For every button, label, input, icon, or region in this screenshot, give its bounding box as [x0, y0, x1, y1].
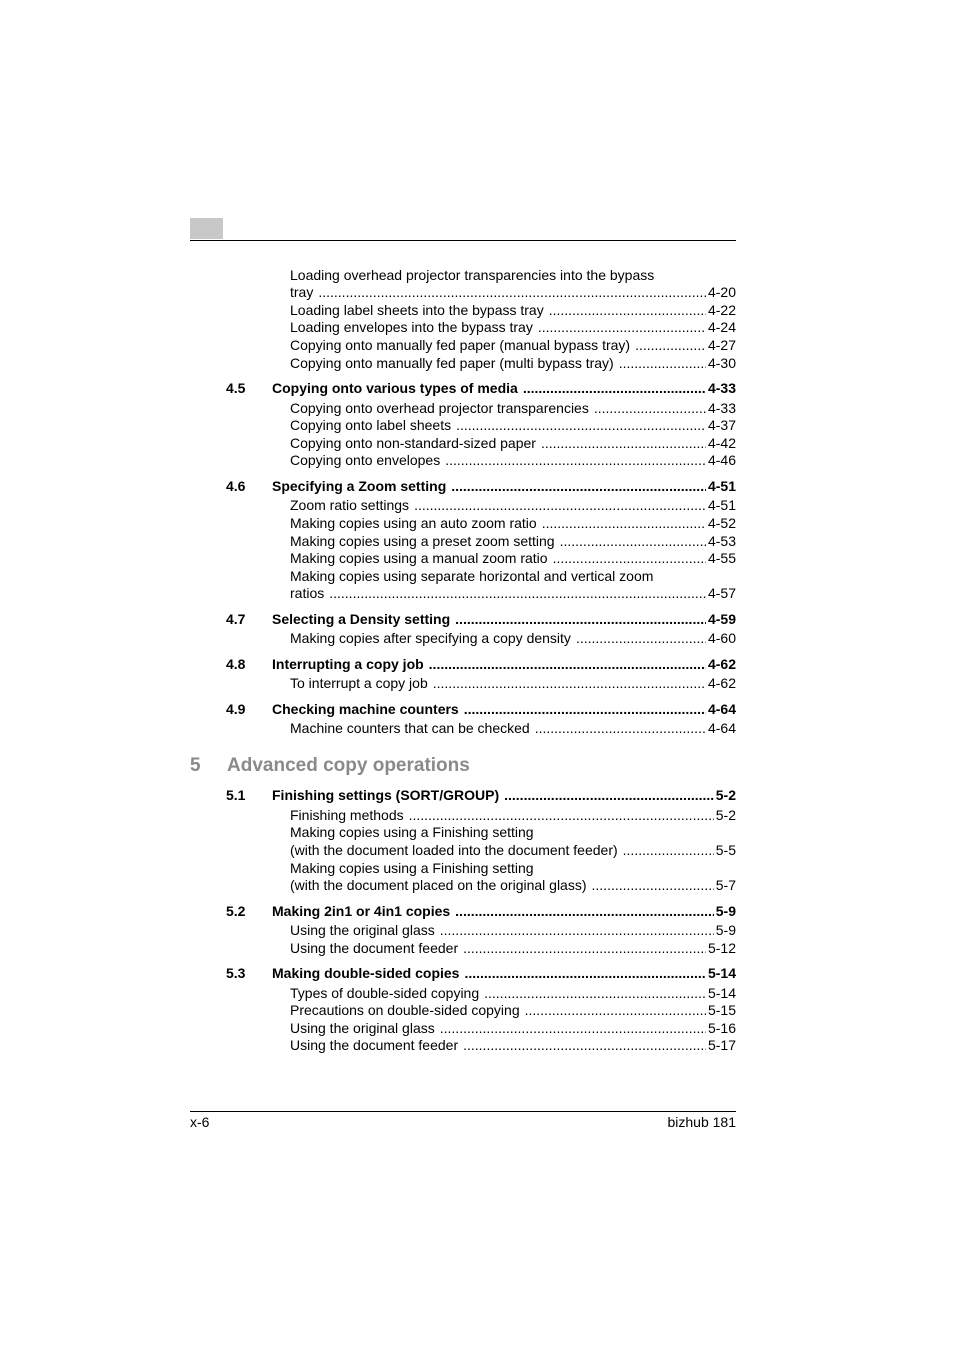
toc-page-number: 5-14 [707, 965, 736, 981]
toc-page-number: 4-46 [707, 452, 736, 468]
toc-page-number: 4-51 [707, 497, 736, 513]
toc-entry[interactable] [290, 877, 736, 894]
toc-entry[interactable] [290, 550, 736, 567]
toc-entry[interactable] [290, 515, 736, 532]
toc-entry[interactable] [290, 355, 736, 372]
toc-page-number: 4-33 [707, 400, 736, 416]
header-rule [190, 240, 736, 241]
toc-entry-title: Making copies after specifying a copy density [290, 630, 571, 646]
toc-section-4-9[interactable] [226, 701, 736, 718]
toc-entry-title: Using the original glass [290, 1020, 435, 1036]
toc-entry[interactable] [290, 630, 736, 647]
header-tab-block [190, 218, 223, 239]
toc-page-number: 4-37 [707, 417, 736, 433]
section-number: 5.3 [226, 965, 246, 981]
toc-entry[interactable] [290, 417, 736, 434]
toc-entry-title: Making copies using a preset zoom setting [290, 533, 555, 549]
section-title: Specifying a Zoom setting [272, 478, 447, 494]
toc-page-number: 4-60 [707, 630, 736, 646]
toc-section-5-1[interactable] [226, 787, 736, 804]
toc-entry-title: Zoom ratio settings [290, 497, 410, 513]
toc-entry-title: Using the document feeder [290, 940, 459, 956]
toc-entry[interactable] [290, 1020, 736, 1037]
toc-entry-title: Copying onto non-standard-sized paper [290, 435, 536, 451]
footer-page-number: x-6 [190, 1114, 210, 1130]
toc-entry-title: Machine counters that can be checked [290, 720, 530, 736]
toc-entry-title: (with the document placed on the original glass) [290, 877, 587, 893]
toc-entry[interactable] [290, 400, 736, 417]
toc-page-number: 5-2 [715, 807, 736, 823]
toc-section-5-2[interactable] [226, 903, 736, 920]
toc-entry-title: Making copies using a manual zoom ratio [290, 550, 548, 566]
toc-entry[interactable] [290, 940, 736, 957]
toc-entry-title: Copying onto label sheets [290, 417, 452, 433]
toc-entry-title: Loading label sheets into the bypass tray [290, 302, 544, 318]
toc-page-number: 4-53 [707, 533, 736, 549]
toc-entry-title: (with the document loaded into the document feeder) [290, 842, 618, 858]
section-title: Checking machine counters [272, 701, 459, 717]
toc-entry-title: Precautions on double-sided copying [290, 1002, 520, 1018]
toc-entry[interactable] [290, 435, 736, 452]
toc-entry-title: Copying onto overhead projector transparencies [290, 400, 589, 416]
toc-page-number: 4-55 [707, 550, 736, 566]
section-number: 5.1 [226, 787, 246, 803]
toc-entry[interactable] [290, 1037, 736, 1054]
toc-entry[interactable] [290, 319, 736, 336]
chapter-number: 5 [190, 755, 201, 776]
section-title: Interrupting a copy job [272, 656, 424, 672]
toc-entry-title: Copying onto envelopes [290, 452, 441, 468]
toc-page-number: 5-7 [715, 877, 736, 893]
toc-page-number: 4-51 [707, 478, 736, 494]
toc-page-number: 5-5 [715, 842, 736, 858]
toc-entry[interactable] [290, 1002, 736, 1019]
toc-page-number: 4-57 [707, 585, 736, 601]
toc-entry[interactable] [290, 284, 736, 301]
toc-entry[interactable] [290, 452, 736, 469]
chapter-heading[interactable] [190, 755, 470, 777]
toc-page-number: 4-33 [707, 380, 736, 396]
chapter-title: Advanced copy operations [227, 755, 470, 776]
toc-entry[interactable] [290, 922, 736, 939]
toc-page-number: 5-9 [715, 903, 736, 919]
toc-page-number: 4-52 [707, 515, 736, 531]
toc-section-4-6[interactable] [226, 478, 736, 495]
section-number: 4.9 [226, 701, 246, 717]
toc-entry[interactable] [290, 497, 736, 514]
toc-entry-title: tray [290, 284, 314, 300]
toc-page-number: 5-9 [715, 922, 736, 938]
toc-section-5-3[interactable] [226, 965, 736, 982]
toc-section-4-8[interactable] [226, 656, 736, 673]
toc-entry-title: Using the document feeder [290, 1037, 459, 1053]
toc-page-number: 4-20 [707, 284, 736, 300]
toc-entry[interactable] [290, 720, 736, 737]
toc-page-number: 4-64 [707, 720, 736, 736]
section-title: Copying onto various types of media [272, 380, 518, 396]
toc-page-number: 5-2 [715, 787, 736, 803]
section-number: 4.6 [226, 478, 246, 494]
section-number: 5.2 [226, 903, 246, 919]
section-number: 4.5 [226, 380, 246, 396]
section-title: Making 2in1 or 4in1 copies [272, 903, 451, 919]
toc-page-number: 4-64 [707, 701, 736, 717]
toc-entry-title: Finishing methods [290, 807, 404, 823]
toc-page-number: 5-12 [707, 940, 736, 956]
toc-entry[interactable] [290, 985, 736, 1002]
toc-entry-title: Copying onto manually fed paper (manual bypass tray) [290, 337, 631, 353]
toc-entry-title: ratios [290, 585, 325, 601]
footer-rule [190, 1111, 736, 1112]
toc-page-number: 5-17 [707, 1037, 736, 1053]
toc-page-number: 4-24 [707, 319, 736, 335]
toc-entry-title: Using the original glass [290, 922, 435, 938]
footer-product-name: bizhub 181 [667, 1114, 736, 1130]
toc-page-number: 4-42 [707, 435, 736, 451]
section-number: 4.8 [226, 656, 246, 672]
section-number: 4.7 [226, 611, 246, 627]
section-title: Selecting a Density setting [272, 611, 451, 627]
toc-entry[interactable] [290, 807, 736, 824]
toc-page-number: 4-59 [707, 611, 736, 627]
toc-page-number: 4-22 [707, 302, 736, 318]
toc-entry[interactable] [290, 302, 736, 319]
toc-entry[interactable] [290, 337, 736, 354]
section-title: Making double-sided copies [272, 965, 460, 981]
toc-page-number: 4-27 [707, 337, 736, 353]
toc-page-number: 5-15 [707, 1002, 736, 1018]
toc-entry-text: Making copies using a Finishing setting [290, 824, 534, 840]
toc-entry[interactable] [290, 842, 736, 859]
toc-section-4-7[interactable] [226, 611, 736, 628]
toc-entry[interactable] [290, 585, 736, 602]
toc-entry-title: Types of double-sided copying [290, 985, 480, 1001]
toc-page-number: 4-62 [707, 656, 736, 672]
toc-entry[interactable] [290, 675, 736, 692]
toc-entry-text: Making copies using a Finishing setting [290, 860, 534, 876]
toc-page-number: 4-62 [707, 675, 736, 691]
toc-entry-text: Loading overhead projector transparencies into the bypass [290, 267, 655, 283]
toc-page-number: 5-16 [707, 1020, 736, 1036]
toc-entry[interactable] [290, 533, 736, 550]
section-title: Finishing settings (SORT/GROUP) [272, 787, 500, 803]
toc-entry-title: To interrupt a copy job [290, 675, 428, 691]
toc-section-4-5[interactable] [226, 380, 736, 397]
toc-page-number: 4-30 [707, 355, 736, 371]
toc-entry-title: Loading envelopes into the bypass tray [290, 319, 533, 335]
toc-entry-text: Making copies using separate horizontal and vertical zoom [290, 568, 654, 584]
toc-page-number: 5-14 [707, 985, 736, 1001]
toc-entry-title: Copying onto manually fed paper (multi bypass tray) [290, 355, 614, 371]
toc-entry-title: Making copies using an auto zoom ratio [290, 515, 537, 531]
